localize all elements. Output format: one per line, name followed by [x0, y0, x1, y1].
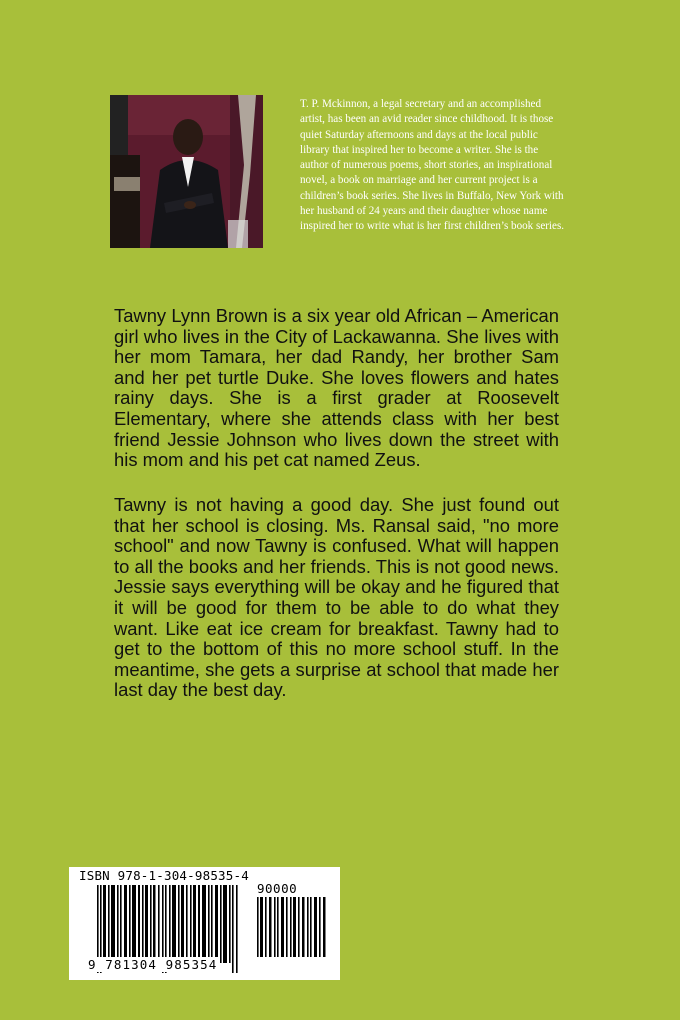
price-code: 90000 [257, 881, 298, 896]
blurb-paragraph-1: Tawny Lynn Brown is a six year old African – American girl who lives in the City of Lackawanna. She lives with her mom Tamara, her dad Randy, her brother Sam and her pet turtle Duke. She loves flowers and hates rainy days. She is a first grader at Roosevelt Elementary, where she attends class with her best friend Jessie Johnson who lives down the street with his mom and his pet cat named Zeus. [114, 305, 559, 471]
author-bio: T. P. Mckinnon, a legal secretary and an accomplished artist, has been an avid reader since childhood. It is those quiet Saturday afternoons and days at the local public library that inspired her to become a writer. She is the author of numerous poems, short stories, an inspirational novel, a book on marriage and her current project is a children’s book series. She lives in Buffalo, New York with her husband of 24 years and their daughter whose name inspired her to write what is her first children’s book series. [300, 98, 565, 233]
addon-barcode-bars [257, 897, 329, 957]
blurb-paragraph-2: Tawny is not having a good day. She just found out that her school is closing. Ms. Ransal said, "no more school" and now Tawny is confused. What will happen to all the books and her friends. This is not good news. Jessie says everything will be okay and he figured that it will be good for them to be able to do what they want. Like eat ice cream for breakfast. Tawny had to get to the bottom of this no more school stuff. In the meantime, she gets a surprise at school that made her last day the best day. [114, 494, 559, 701]
isbn-label: ISBN 978-1-304-98535-4 [79, 868, 249, 883]
ean-digits: 9 781304 985354 [88, 957, 218, 972]
isbn-barcode [69, 867, 340, 980]
author-photo [110, 95, 263, 248]
